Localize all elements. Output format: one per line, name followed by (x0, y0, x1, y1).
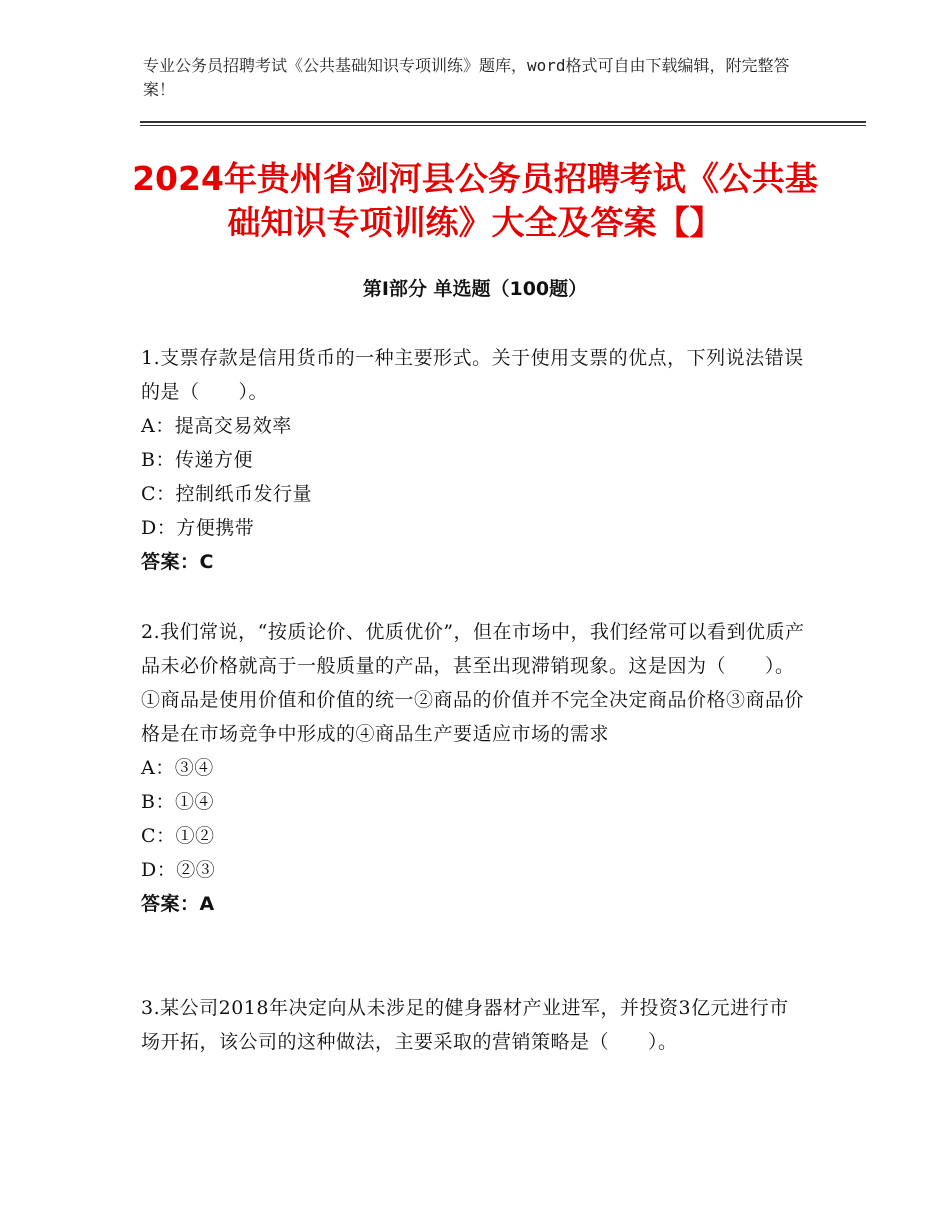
answer: 答案：A (141, 893, 215, 915)
option-a: A：提高交易效率 (141, 415, 292, 437)
document-title: 2024年贵州省剑河县公务员招聘考试《公共基础知识专项训练》大全及答案【】 (132, 159, 818, 242)
question-3 (141, 991, 806, 1059)
question-stem: 2.我们常说，“按质论价、优质优价”，但在市场中，我们经常可以看到优质产品未必价格就高于一般质量的产品，甚至出现滞销现象。这是因为（ ）。①商品是使用价值和价值的统一②商品的价值并不完全决定商品价格③商品价格是在市场竞争中形成的④商品生产要适应市场的需求 (141, 621, 805, 745)
option-c: C：①② (141, 825, 215, 847)
option-a: A：③④ (141, 757, 214, 779)
header-divider-thin (140, 125, 866, 126)
question-stem: 1.支票存款是信用货币的一种主要形式。关于使用支票的优点，下列说法错误的是（ ）。 (141, 347, 804, 403)
header-note: 专业公务员招聘考试《公共基础知识专项训练》题库，word格式可自由下载编辑，附完整答案！ (143, 56, 790, 99)
header-divider-thick (140, 121, 866, 123)
option-b: B：①④ (141, 791, 214, 813)
question-2 (141, 615, 806, 921)
option-c: C：控制纸币发行量 (141, 483, 313, 505)
option-d: D：②③ (141, 859, 216, 881)
section-title: 第Ⅰ部分 单选题（100题） (362, 278, 588, 300)
option-b: B：传递方便 (141, 449, 253, 471)
question-1 (141, 341, 806, 579)
question-stem: 3.某公司2018年决定向从未涉足的健身器材产业进军，并投资3亿元进行市场开拓，该公司的这种做法，主要采取的营销策略是（ ）。 (141, 997, 789, 1053)
answer: 答案：C (141, 551, 214, 573)
option-d: D：方便携带 (141, 517, 255, 539)
